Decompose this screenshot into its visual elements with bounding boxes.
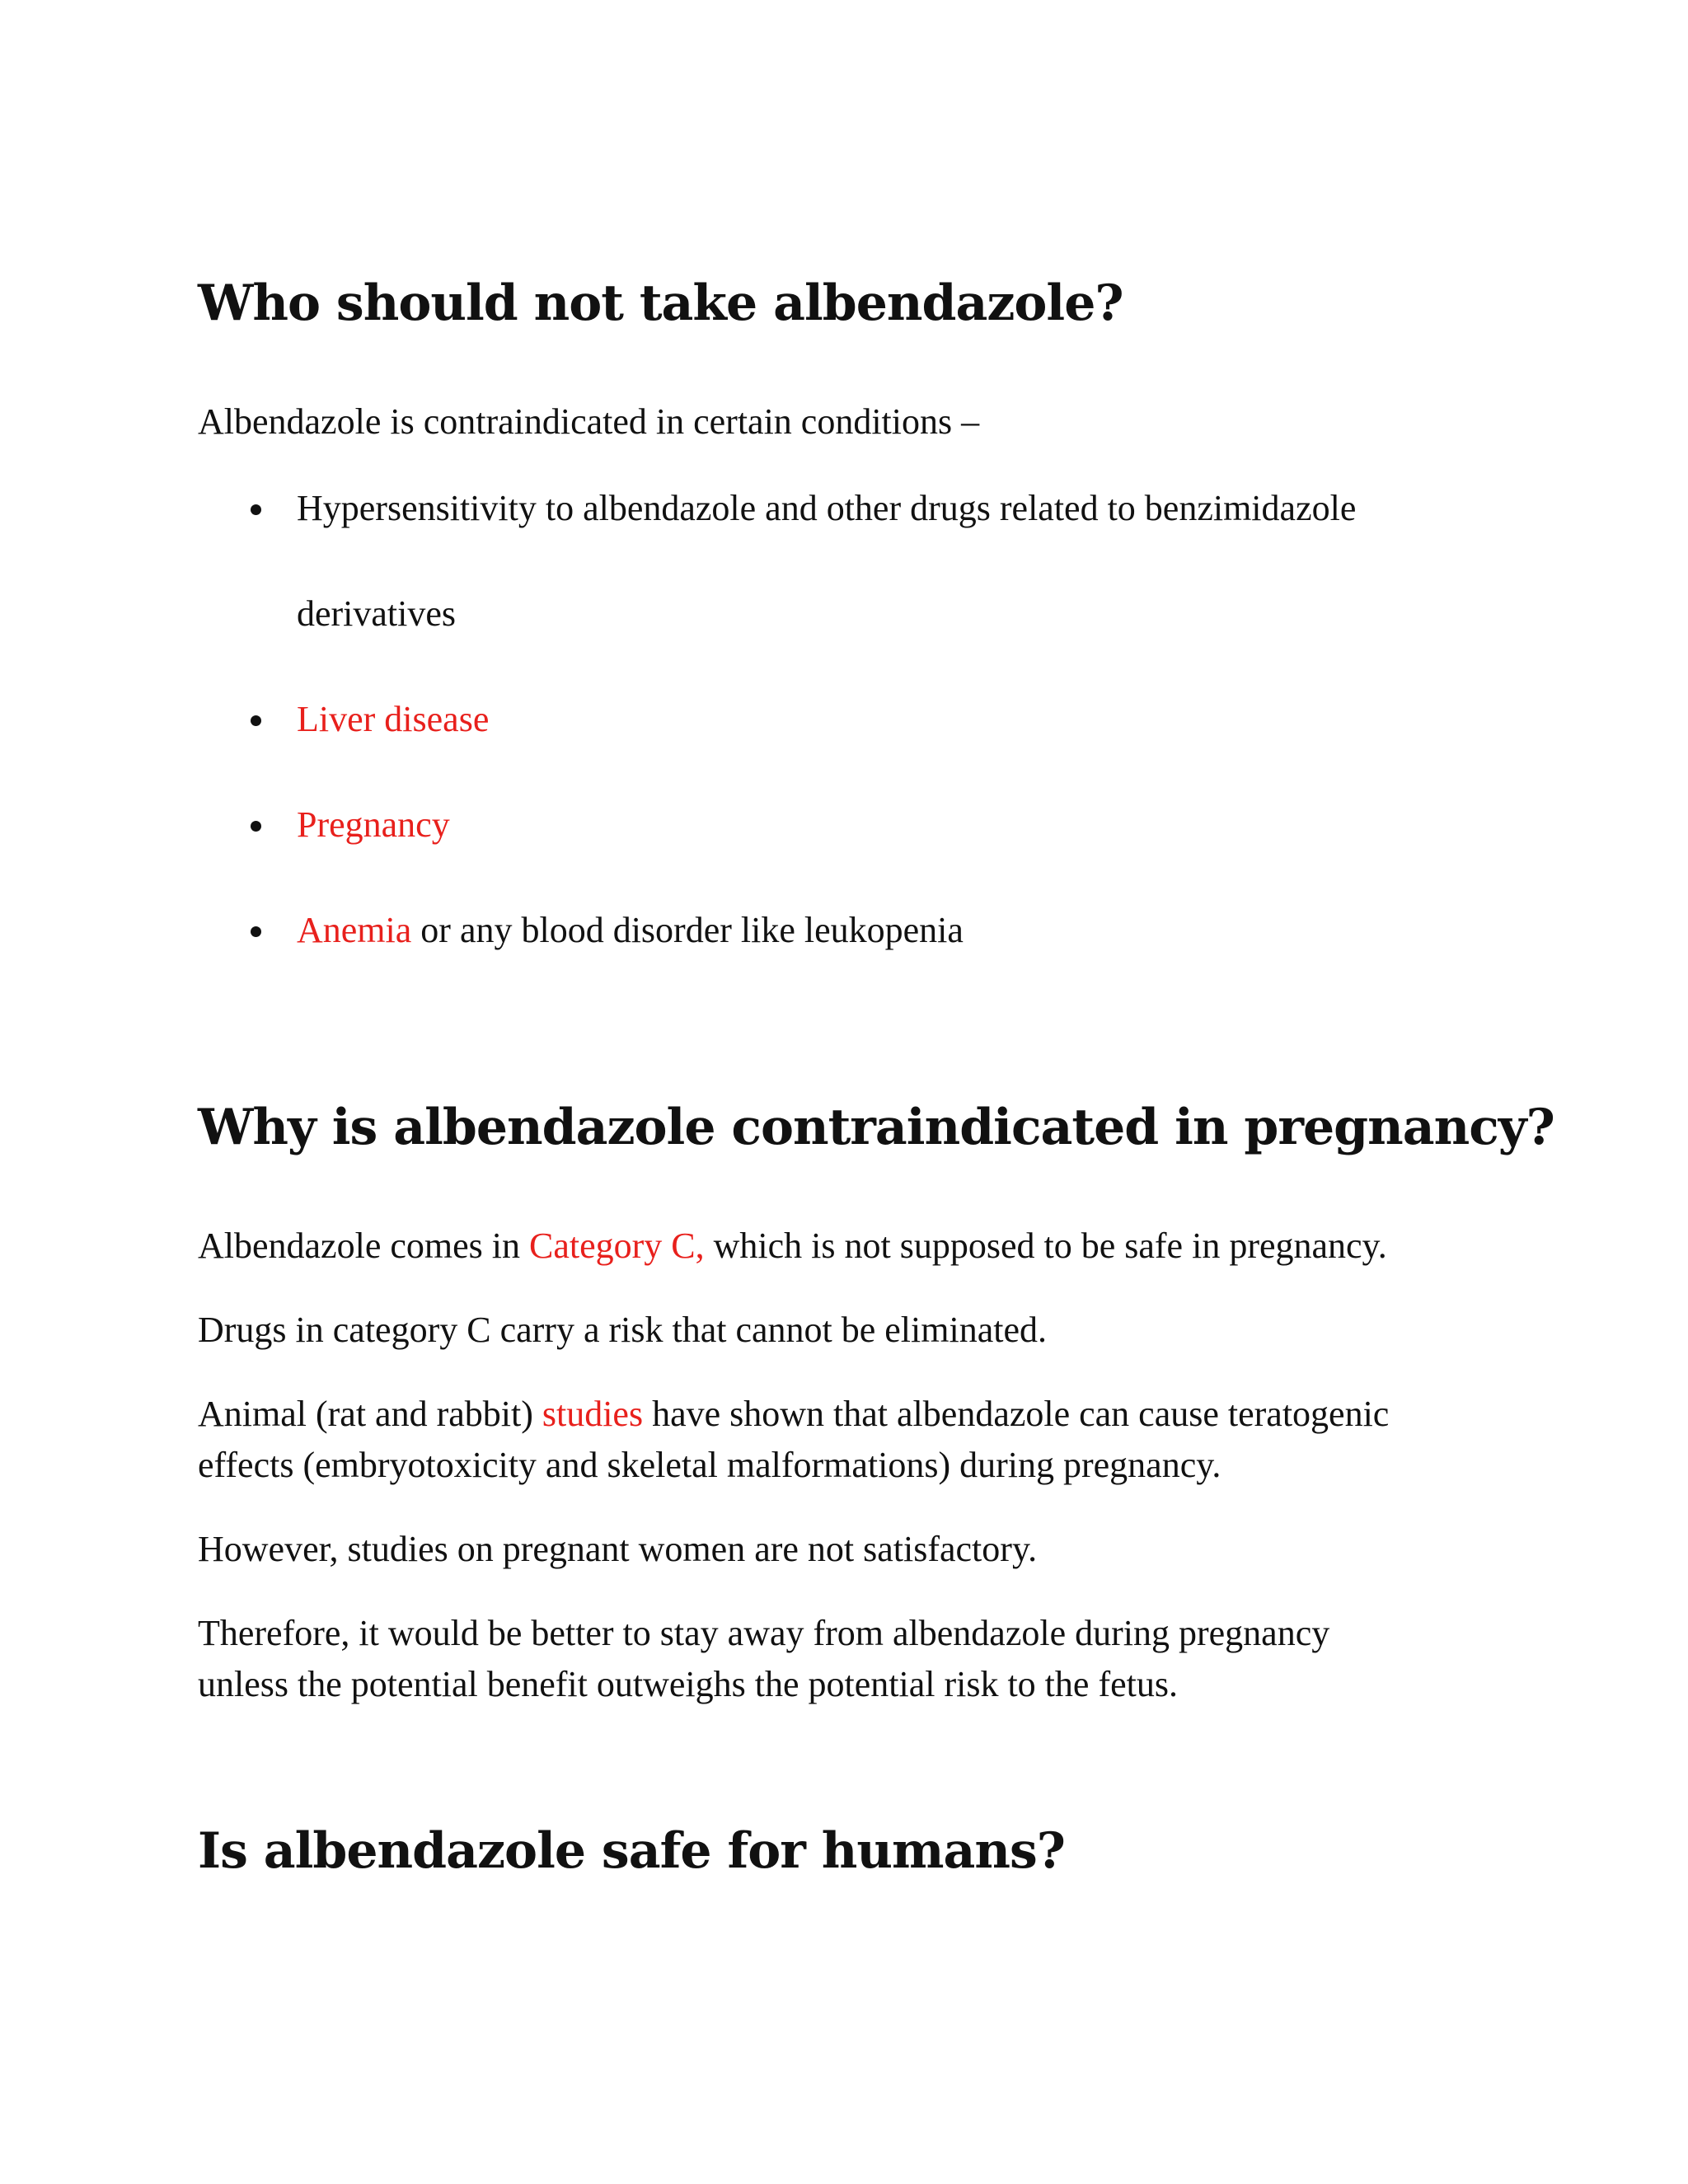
bullet-icon [251,504,261,515]
heading-is-albendazole-safe: Is albendazole safe for humans? [198,1822,1065,1880]
paragraph-category-c [198,1221,1500,1272]
text: unless the potential benefit outweighs the potential risk to the fetus. [198,1664,1178,1704]
studies-link[interactable]: studies [542,1394,644,1434]
liver-disease-link[interactable]: Liver disease [297,699,490,739]
text: Therefore, it would be better to stay away from albendazole during pregnancy [198,1613,1330,1653]
list-item-text: Hypersensitivity to albendazole and other drugs related to benzimidazole [297,488,1357,528]
paragraph-therefore [198,1608,1500,1710]
text: Animal (rat and rabbit) [198,1394,542,1434]
category-c-link[interactable]: Category C, [528,1226,705,1266]
text: have shown that albendazole can cause teratogenic [643,1394,1390,1434]
list-item-text-rest: or any blood disorder like leukopenia [411,910,964,950]
text: which is not supposed to be safe in pregnancy. [704,1226,1387,1266]
text: effects (embryotoxicity and skeletal malformations) during pregnancy. [198,1445,1221,1485]
paragraph-animal-studies [198,1389,1500,1491]
pregnancy-link[interactable]: Pregnancy [297,804,450,845]
text: Albendazole comes in [198,1226,529,1266]
list-item-text-continuation: derivatives [297,593,457,634]
bullet-icon [251,821,261,832]
bullet-icon [251,926,261,937]
heading-why-contraindicated-pregnancy: Why is albendazole contraindicated in pregnancy? [198,1099,1554,1156]
list-item-text [297,878,1517,983]
intro-paragraph: Albendazole is contraindicated in certain conditions – [198,401,980,442]
paragraph-pregnant-women: However, studies on pregnant women are not satisfactory. [198,1529,1038,1569]
paragraph-risk: Drugs in category C carry a risk that cannot be eliminated. [198,1310,1047,1350]
anemia-link[interactable]: Anemia [297,910,412,950]
heading-who-should-not-take: Who should not take albendazole? [198,274,1123,332]
bullet-icon [251,715,261,726]
